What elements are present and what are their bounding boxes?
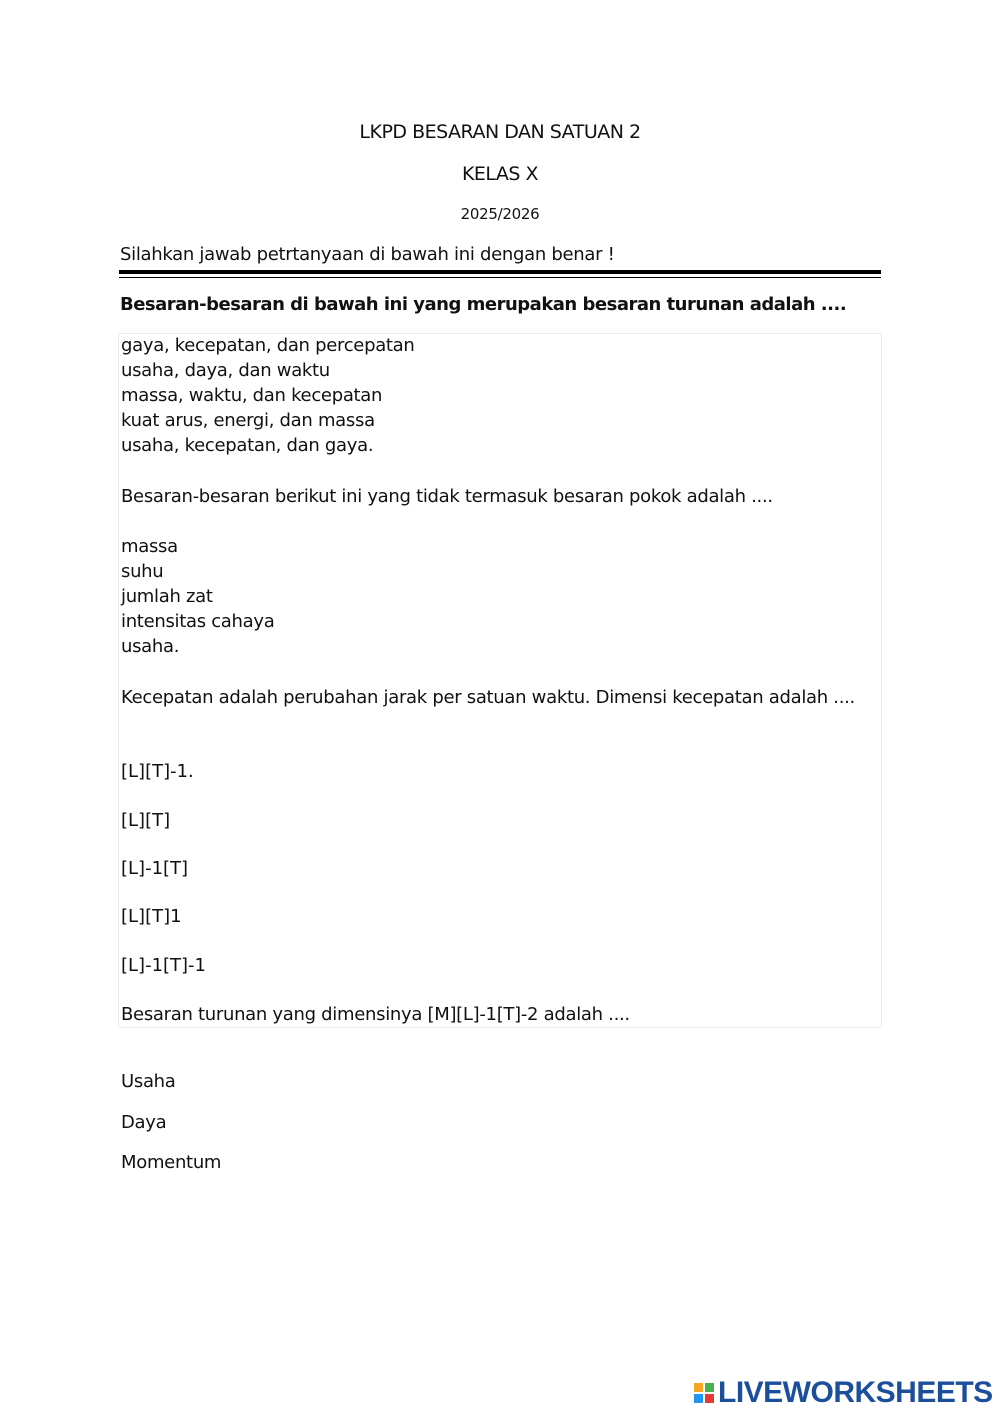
instruction-text: Silahkan jawab petrtanyaan di bawah ini dengan benar ! [120,244,615,265]
question-4-text: Besaran turunan yang dimensinya [M][L]-1[T]-2 adalah .... [121,1004,630,1025]
divider-thick [119,270,881,274]
question-2-text: Besaran-besaran berikut ini yang tidak termasuk besaran pokok adalah .... [121,486,773,507]
q3-option-4[interactable]: [L][T]1 [121,906,182,927]
q4-option-3[interactable]: Momentum [121,1152,222,1173]
q3-option-2[interactable]: [L][T] [121,810,171,831]
q2-option-2[interactable]: suhu [121,561,164,582]
logo-square [705,1383,714,1392]
q1-option-5[interactable]: usaha, kecepatan, dan gaya. [121,435,374,456]
q1-option-1[interactable]: gaya, kecepatan, dan percepatan [121,335,415,356]
liveworksheets-logo [694,1376,993,1410]
q4-option-2[interactable]: Daya [121,1112,167,1133]
q1-option-4[interactable]: kuat arus, energi, dan massa [121,410,375,431]
q4-option-1[interactable]: Usaha [121,1071,176,1092]
q1-option-2[interactable]: usaha, daya, dan waktu [121,360,330,381]
logo-square [694,1394,703,1403]
logo-text: LIVEWORKSHEETS [718,1376,993,1409]
q2-option-5[interactable]: usaha. [121,636,180,657]
q1-option-3[interactable]: massa, waktu, dan kecepatan [121,385,383,406]
school-year: 2025/2026 [460,205,540,223]
worksheet-title: LKPD BESARAN DAN SATUAN 2 [359,121,641,143]
logo-square [694,1383,703,1392]
q3-option-1[interactable]: [L][T]-1. [121,761,194,782]
q2-option-3[interactable]: jumlah zat [121,586,213,607]
class-label: KELAS X [461,163,539,185]
logo-squares-icon [694,1383,714,1403]
q2-option-4[interactable]: intensitas cahaya [121,611,275,632]
question-1-text: Besaran-besaran di bawah ini yang merupakan besaran turunan adalah .... [120,294,847,315]
q3-option-5[interactable]: [L]-1[T]-1 [121,955,207,976]
question-3-text: Kecepatan adalah perubahan jarak per satuan waktu. Dimensi kecepatan adalah .... [121,687,855,708]
q3-option-3[interactable]: [L]-1[T] [121,858,189,879]
logo-square [705,1394,714,1403]
q2-option-1[interactable]: massa [121,536,178,557]
divider-thin [119,277,881,278]
